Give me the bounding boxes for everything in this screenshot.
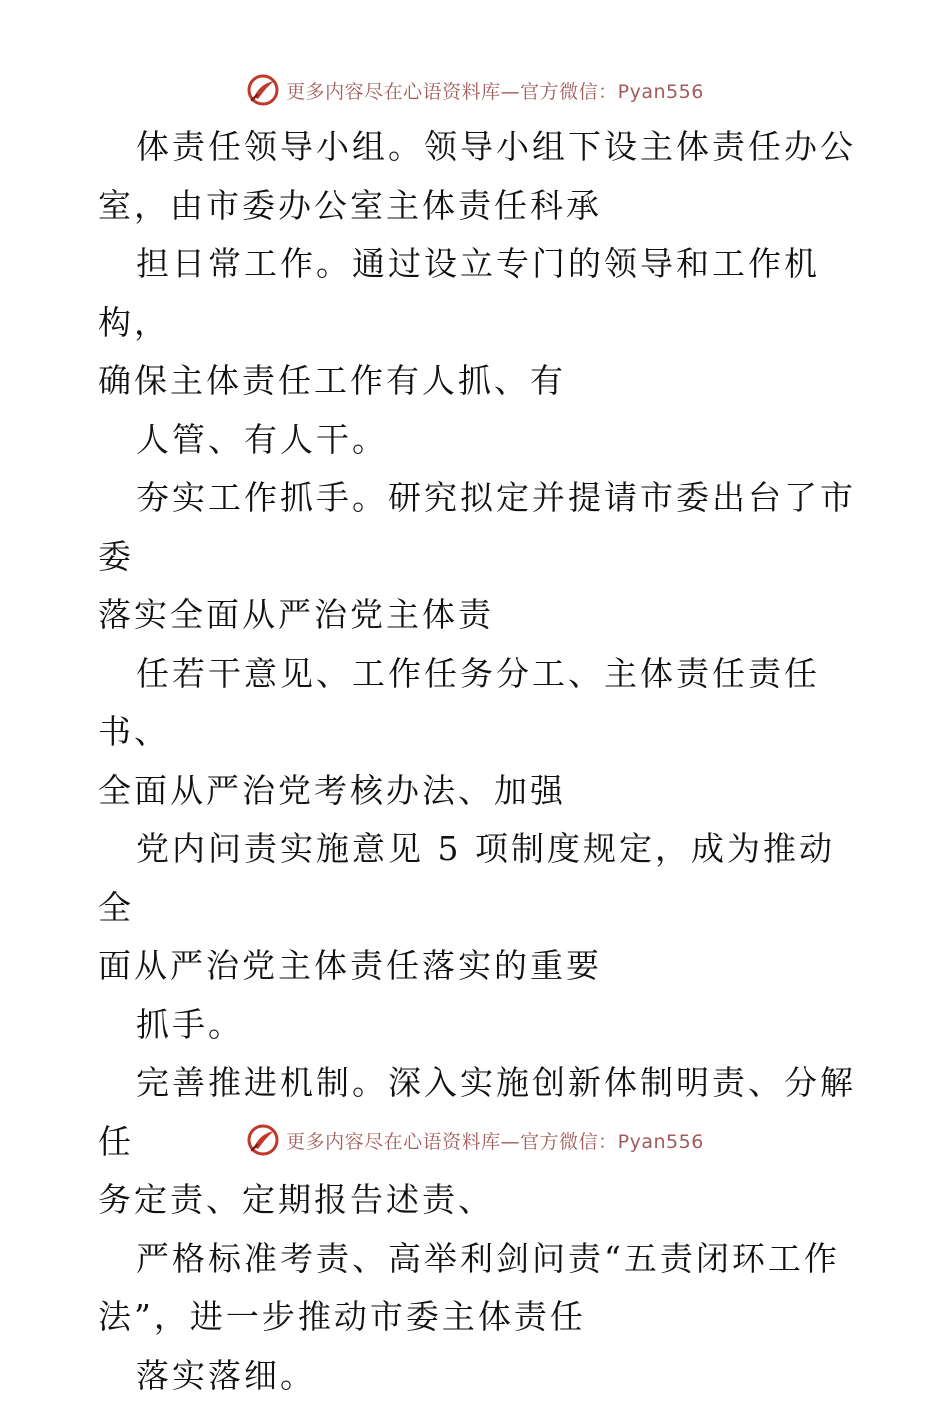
paragraph: 抓手。	[98, 996, 858, 1055]
header-banner-text: 更多内容尽在心语资料库—官方微信：Pyan556	[286, 77, 704, 104]
footer-banner-text: 更多内容尽在心语资料库—官方微信：Pyan556	[286, 1127, 704, 1154]
paragraph: 完善推进机制。深入实施创新体制明责、分解任 务定责、定期报告述责、	[98, 1054, 858, 1230]
paragraph: 担日常工作。通过设立专门的领导和工作机构， 确保主体责任工作有人抓、有	[98, 235, 858, 411]
paragraph: 夯实工作抓手。研究拟定并提请市委出台了市委 落实全面从严治党主体责	[98, 469, 858, 645]
brush-logo-icon	[246, 73, 280, 107]
footer-banner	[0, 1120, 950, 1160]
paragraph: 党内问责实施意见 5 项制度规定，成为推动全 面从严治党主体责任落实的重要	[98, 820, 858, 996]
paragraph: 落实落细。	[98, 1347, 858, 1405]
paragraph: 人管、有人干。	[98, 411, 858, 470]
document-body	[98, 118, 858, 1405]
paragraph: 任若干意见、工作任务分工、主体责任责任书、 全面从严治党考核办法、加强	[98, 645, 858, 821]
footer-banner-inner	[246, 1123, 704, 1157]
brush-logo-icon	[246, 1123, 280, 1157]
header-banner	[0, 70, 950, 110]
header-banner-inner	[246, 73, 704, 107]
paragraph: 严格标准考责、高举利剑问责“五责闭环工作 法”，进一步推动市委主体责任	[98, 1230, 858, 1347]
paragraph: 体责任领导小组。领导小组下设主体责任办公 室，由市委办公室主体责任科承	[98, 118, 858, 235]
